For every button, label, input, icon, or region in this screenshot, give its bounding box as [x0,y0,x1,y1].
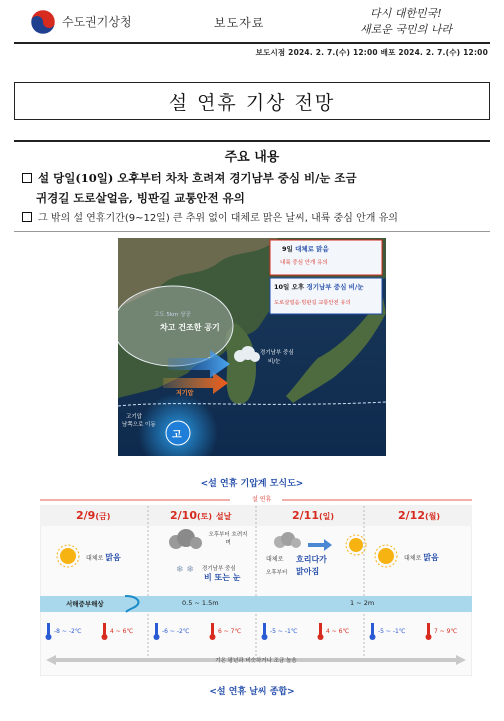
day2-min: -6 ~ -2℃ [162,628,190,635]
day1-min: -8 ~ -2℃ [54,628,82,635]
header-divider [14,42,490,44]
caption-forecast: <설 연휴 날씨 종합> [209,687,295,697]
dow-1: (금) [95,512,111,521]
date-header-2 [170,509,231,522]
summary-divider [14,140,490,142]
wave-range-1: 0.5 ~ 1.5m [182,599,219,607]
agency-name: 수도권기상청 [62,15,132,29]
kma-logo-icon [30,9,56,35]
date-header-3 [292,509,334,522]
air-mass-label: 차고 건조한 공기 [160,323,220,332]
day3-weather-main: 흐리다가 [296,555,327,564]
map-box2-date: 10일 오후 [274,283,305,291]
high-move: 남쪽으로 이동 [122,422,156,428]
bullet-1-line2: 귀경길 도로살얼음, 빙판길 교통안전 유의 [36,191,245,205]
day3-weather-post-pre: 오후부터 [266,570,288,576]
air-altitude: 고도 5km 상공 [154,312,191,318]
title-box [14,82,490,120]
dow-3: (일) [318,512,335,521]
day3-weather-pre: 대체로 [266,556,284,563]
dow-4: (월) [424,512,441,521]
forecast-summary [40,492,472,676]
day2-weather-main: 비 또는 눈 [204,573,241,582]
day4-min: -5 ~ -1℃ [378,628,406,635]
dow-2: (토) [196,512,213,521]
day4-weather-main: 맑음 [423,553,439,562]
slogan-line2: 새로운 국민의 나라 [360,23,453,36]
bullet-1 [22,168,357,188]
high-label: 고기압 [126,414,142,420]
day3-min: -5 ~ -1℃ [270,628,298,635]
map-box1-weather: 대체로 맑음 [295,245,329,253]
checkbox-icon [22,212,32,222]
day2-weather-region: 경기남부 중심 [202,566,236,572]
map-box1-note: 내륙 중심 안개 유의 [280,260,328,266]
date-header-4 [398,509,440,522]
header [0,0,504,42]
date-2: 2/10 [170,509,197,522]
holiday-label: 설 연휴 [252,496,272,503]
low-label: 저기압 [176,390,194,397]
day3-weather-post: 맑아짐 [296,567,320,576]
map-box2-weather: 경기남부 중심 비/눈 [306,283,364,291]
checkbox-icon [22,173,32,183]
caption-map: <설 연휴 기압계 모식도> [200,479,304,489]
synoptic-map [118,238,386,456]
date-4: 2/12 [398,509,425,522]
page-title: 설 연휴 기상 전망 [168,91,336,114]
doc-type: 보도자료 [214,16,265,30]
bullet-2 [22,209,398,229]
day3-max: 4 ~ 6℃ [326,628,350,635]
map-box1-title [282,244,329,253]
map-svg [118,238,386,456]
bullet-1-line1: 설 당일(10일) 오후부터 차차 흐려져 경기남부 중심 비/눈 조금 [38,171,357,185]
high-symbol: 고 [172,430,182,441]
map-box2-note: 도로살얼음·빙판길 교통안전 유의 [274,300,351,306]
wave-left-label: 서해중부해상 [66,600,104,608]
svg-text:❄ ❄: ❄ ❄ [176,565,194,575]
day2-max: 6 ~ 7℃ [218,628,242,635]
wave-range-2: 1 ~ 2m [350,599,375,607]
snow-icon [176,565,194,575]
temp-note: 기온 평년과 비슷하거나 조금 높음 [215,658,297,664]
bullet-2-text: 그 밖의 설 연휴기간(9~12일) 큰 추위 없이 대체로 맑은 날씨, 내륙 중심 안개 유의 [38,213,398,224]
map-box2-title [274,282,364,291]
map-box1-date: 9일 [282,245,293,253]
date-header-1 [76,509,110,522]
day4-max: 7 ~ 9℃ [434,628,458,635]
day1-max: 4 ~ 6℃ [110,628,134,635]
day1-weather-main: 맑음 [105,553,121,562]
extra-2: 설날 [215,512,232,521]
day4-weather-pre: 대체로 [404,555,422,562]
region-sub: 비/눈 [268,359,281,365]
day1-weather-pre: 대체로 [86,555,104,562]
day4-weather [404,552,439,563]
region-label: 경기남부 중심 [260,350,294,356]
date-1: 2/9 [76,509,96,522]
release-info: 보도시점 2024. 2. 7.(수) 12:00 배포 2024. 2. 7.(수) 12:00 [255,48,488,57]
date-3: 2/11 [292,509,319,522]
summary-bottom-divider [14,231,490,232]
day1-weather [86,552,121,563]
day2-weather-pre: 오후부터 흐려지며 [208,532,248,546]
summary-heading: 주요 내용 [224,150,280,165]
slogan-line1: 다시 대한민국! [370,7,442,20]
